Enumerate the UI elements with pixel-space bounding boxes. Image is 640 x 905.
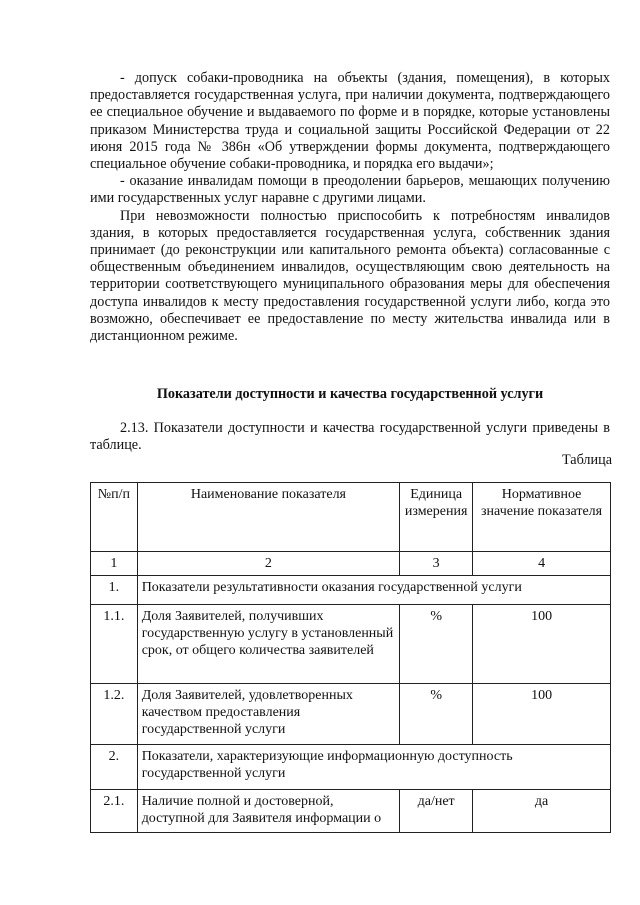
paragraph-2-13 — [90, 420, 610, 454]
row-number: 2. — [91, 745, 138, 790]
table-header-row — [91, 483, 611, 552]
paragraph-2-13-text: 2.13. Показатели доступности и качества государственной услуги приведены в таблице. — [90, 420, 610, 454]
table-caption: Таблица — [561, 452, 612, 468]
column-number-1: 1 — [91, 552, 138, 576]
section-heading: Показатели доступности и качества государственной услуги — [156, 386, 544, 402]
row-group-title: Показатели, характеризующие информационную доступность государственной услуги — [137, 745, 610, 790]
header-unit: Единица измерения — [400, 483, 473, 552]
column-number-2: 2 — [137, 552, 399, 576]
row-number: 1.1. — [91, 605, 138, 684]
row-number: 1. — [91, 576, 138, 605]
row-group-title: Показатели результативности оказания государственной услуги — [137, 576, 610, 605]
paragraph-inaccessible-buildings: При невозможности полностью приспособить к потребностям инвалидов здания, в которых предоставляется государственная услуга, собственник здания принимает (до реконструкции или капитального ремонта объекта) согласованные с общественным объединением инвалидов, осуществляющим свою деятельность на территории соответствующего муниципального образования меры для обеспечения доступа инвалидов к месту предоставления государственной услуги либо, когда это возможно, обеспечивает ее предоставление по месту жительства инвалида или в дистанционном режиме. — [90, 207, 610, 345]
row-norm-value: да — [473, 790, 611, 833]
table-row-1-2 — [91, 684, 611, 745]
paragraph-guide-dog: - допуск собаки-проводника на объекты (здания, помещения), в которых предоставляется государственная услуга, при наличии документа, подтверждающего ее специальное обучение и выдаваемого по форме и в порядке, которые установлены приказом Министерства труда и социальной защиты Российской Федерации от 22 июня 2015 года № 386н «Об утверждении формы документа, подтверждающего специальное обучение собаки-проводника, и порядка его выдачи»; — [90, 70, 610, 173]
column-number-4: 4 — [473, 552, 611, 576]
column-number-3: 3 — [400, 552, 473, 576]
row-number: 1.2. — [91, 684, 138, 745]
row-unit: да/нет — [400, 790, 473, 833]
row-indicator-name: Наличие полной и достоверной, доступной для Заявителя информации о — [137, 790, 399, 833]
header-norm-value: Нормативное значение показателя — [473, 483, 611, 552]
row-unit: % — [400, 605, 473, 684]
table-row-1-1 — [91, 605, 611, 684]
row-number: 2.1. — [91, 790, 138, 833]
header-indicator-name: Наименование показателя — [137, 483, 399, 552]
table-row-2-1 — [91, 790, 611, 833]
row-norm-value: 100 — [473, 684, 611, 745]
table-column-numbers-row — [91, 552, 611, 576]
header-number: №п/п — [91, 483, 138, 552]
table-row-group-2 — [91, 745, 611, 790]
row-norm-value: 100 — [473, 605, 611, 684]
intro-text — [90, 70, 610, 345]
table-row-group-1 — [91, 576, 611, 605]
row-indicator-name: Доля Заявителей, получивших государственную услугу в установленный срок, от общего количества заявителей — [137, 605, 399, 684]
paragraph-assistance: - оказание инвалидам помощи в преодолении барьеров, мешающих получению ими государственных услуг наравне с другими лицами. — [90, 173, 610, 207]
row-unit: % — [400, 684, 473, 745]
indicators-table — [90, 482, 611, 833]
row-indicator-name: Доля Заявителей, удовлетворенных качеством предоставления государственной услуги — [137, 684, 399, 745]
